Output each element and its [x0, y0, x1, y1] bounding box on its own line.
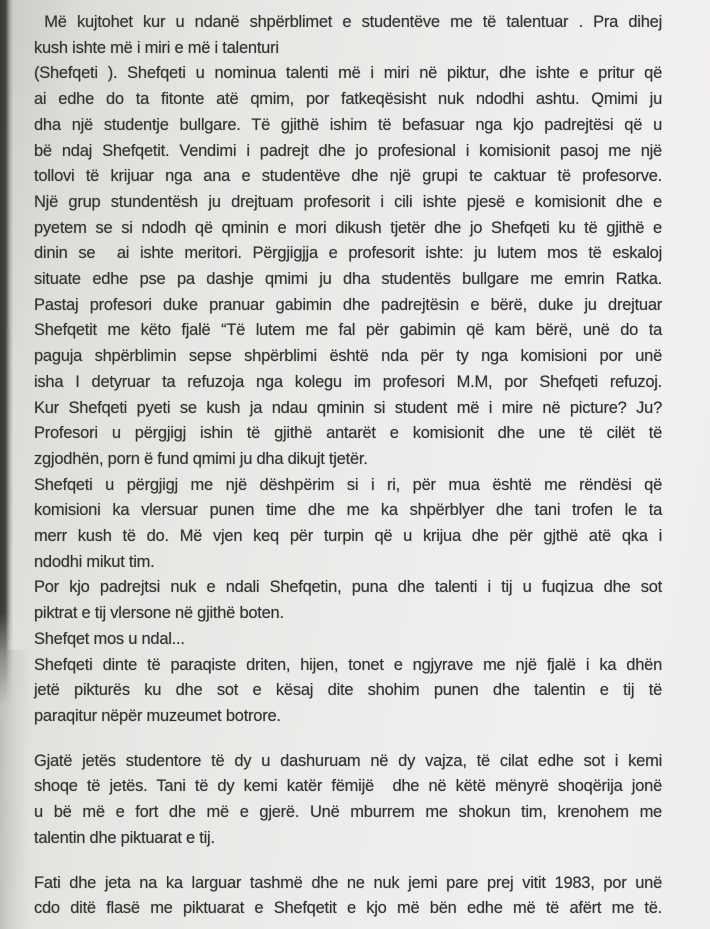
text-line: Shefqeti u përgjigj me një dëshpërim si i ri, për mua është me rëndësi që: [34, 475, 662, 494]
paragraph-block: [34, 749, 662, 852]
text-line: jetë pikturës ku dhe sot e kësaj dite shohim punen dhe talentin e tij të: [34, 681, 662, 700]
text-line: pyetem se si ndodh që qminin e mori dikush tjetër dhe jo Shefqeti ku të gjithë e: [34, 218, 662, 237]
text-line: Shefqet mos u ndal...: [34, 629, 185, 648]
text-line: situate edhe pse pa dashje qmimi ju dha studentës bullgare me emrin Ratka.: [34, 270, 662, 289]
text-line: shoqe të jetës. Tani të dy kemi katër fëmijë dhe në këtë mënyrë shoqërija jonë: [34, 777, 662, 796]
text-line: ai edhe do ta fitonte atë qmim, por fatkeqësisht nuk ndodhi ashtu. Qmimi ju: [34, 90, 662, 109]
text-line: talentin dhe piktuarat e tij.: [34, 828, 215, 847]
text-line: Pastaj profesori duke pranuar gabimin dhe padrejtësin e bërë, duke ju drejtuar: [34, 295, 662, 314]
text-line: paguja shpërblimin sepse shpërblimi është nda për ty nga komisioni por unë: [34, 347, 662, 366]
text-line: zgjodhën, porn ë fund qmimi ju dha dikujt tjetër.: [34, 449, 368, 468]
text-line: Profesori u përgjigj ishin të gjithë antarët e komisionit dhe une të cilët të: [34, 424, 662, 443]
paragraph-block: [34, 10, 662, 730]
text-line: piktrat e tij vlersone në gjithë boten.: [34, 604, 284, 623]
text-line: Gjatë jetës studentore të dy u dashuruam në dy vajza, të cilat edhe sot i kemi: [34, 751, 662, 770]
text-line: Më kujtohet kur u ndanë shpërblimet e studentëve me të talentuar . Pra dihej: [34, 13, 662, 31]
text-line: Shefqetit me këto fjalë “Të lutem me fal për gabimin që kam bërë, unë do ta: [34, 321, 662, 340]
text-line: bë ndaj Shefqetit. Vendimi i padrejt dhe jo profesional i komisionit pasoj me një: [34, 141, 662, 160]
text-line: isha I detyruar ta refuzoja nga kolegu im profesori M.M, por Shefqeti refuzoj.: [34, 372, 662, 391]
text-line: Kur Shefqeti pyeti se kush ja ndau qminin si student më i mire në picture? Ju?: [34, 398, 662, 417]
text-line: merr kush të do. Më vjen keq për turpin që u krijua dhe për gjthë atë qka i: [34, 527, 662, 546]
text-line: u bë më e fort dhe më e gjerë. Unë mburrem me shokun tim, krenohem me: [34, 803, 662, 822]
text-line: (Shefqeti ). Shefqeti u nominua talenti më i miri në piktur, dhe ishte e pritur që: [34, 64, 662, 83]
text-line: tollovi të krijuar nga ana e studentëve dhe një grupi te caktuar të profesorve.: [34, 167, 662, 186]
text-line: dinin se ai ishte meritori. Përgjigjja e profesorit ishte: ju lutem mos të eskaloj: [34, 244, 662, 263]
text-line: Fati dhe jeta na ka larguar tashmë dhe ne nuk jemi pare prej vitit 1983, por unë: [34, 873, 662, 892]
text-line: Por kjo padrejtsi nuk e ndali Shefqetin, puna dhe talenti i tij u fuqizua dhe sot: [34, 578, 662, 597]
text-line: Shefqeti dinte të paraqiste driten, hijen, tonet e ngjyrave me një fjalë i ka dhën: [34, 655, 662, 674]
paragraph-block: [34, 871, 662, 922]
text-line: Një grup stundentësh ju drejtuam profesorit i cili ishte pjesë e komisionit dhe e: [34, 192, 662, 211]
text-line: ndodhi mikut tim.: [34, 552, 155, 571]
text-line: paraqitur nëpër muzeumet botrore.: [34, 706, 281, 725]
text-line: kush ishte më i miri e më i talenturi: [34, 38, 279, 57]
text-line: dha një studentje bullgare. Të gjithë ishim të befasuar nga kjo padrejtësi që u: [34, 115, 662, 134]
text-line: cdo ditë flasë me piktuarat e Shefqetit e kjo më bën edhe më të afërt me të.: [34, 899, 662, 918]
text-line: komisioni ka vlersuar punen time dhe me ka shpërblyer dhe tani trofen le ta: [34, 501, 662, 520]
